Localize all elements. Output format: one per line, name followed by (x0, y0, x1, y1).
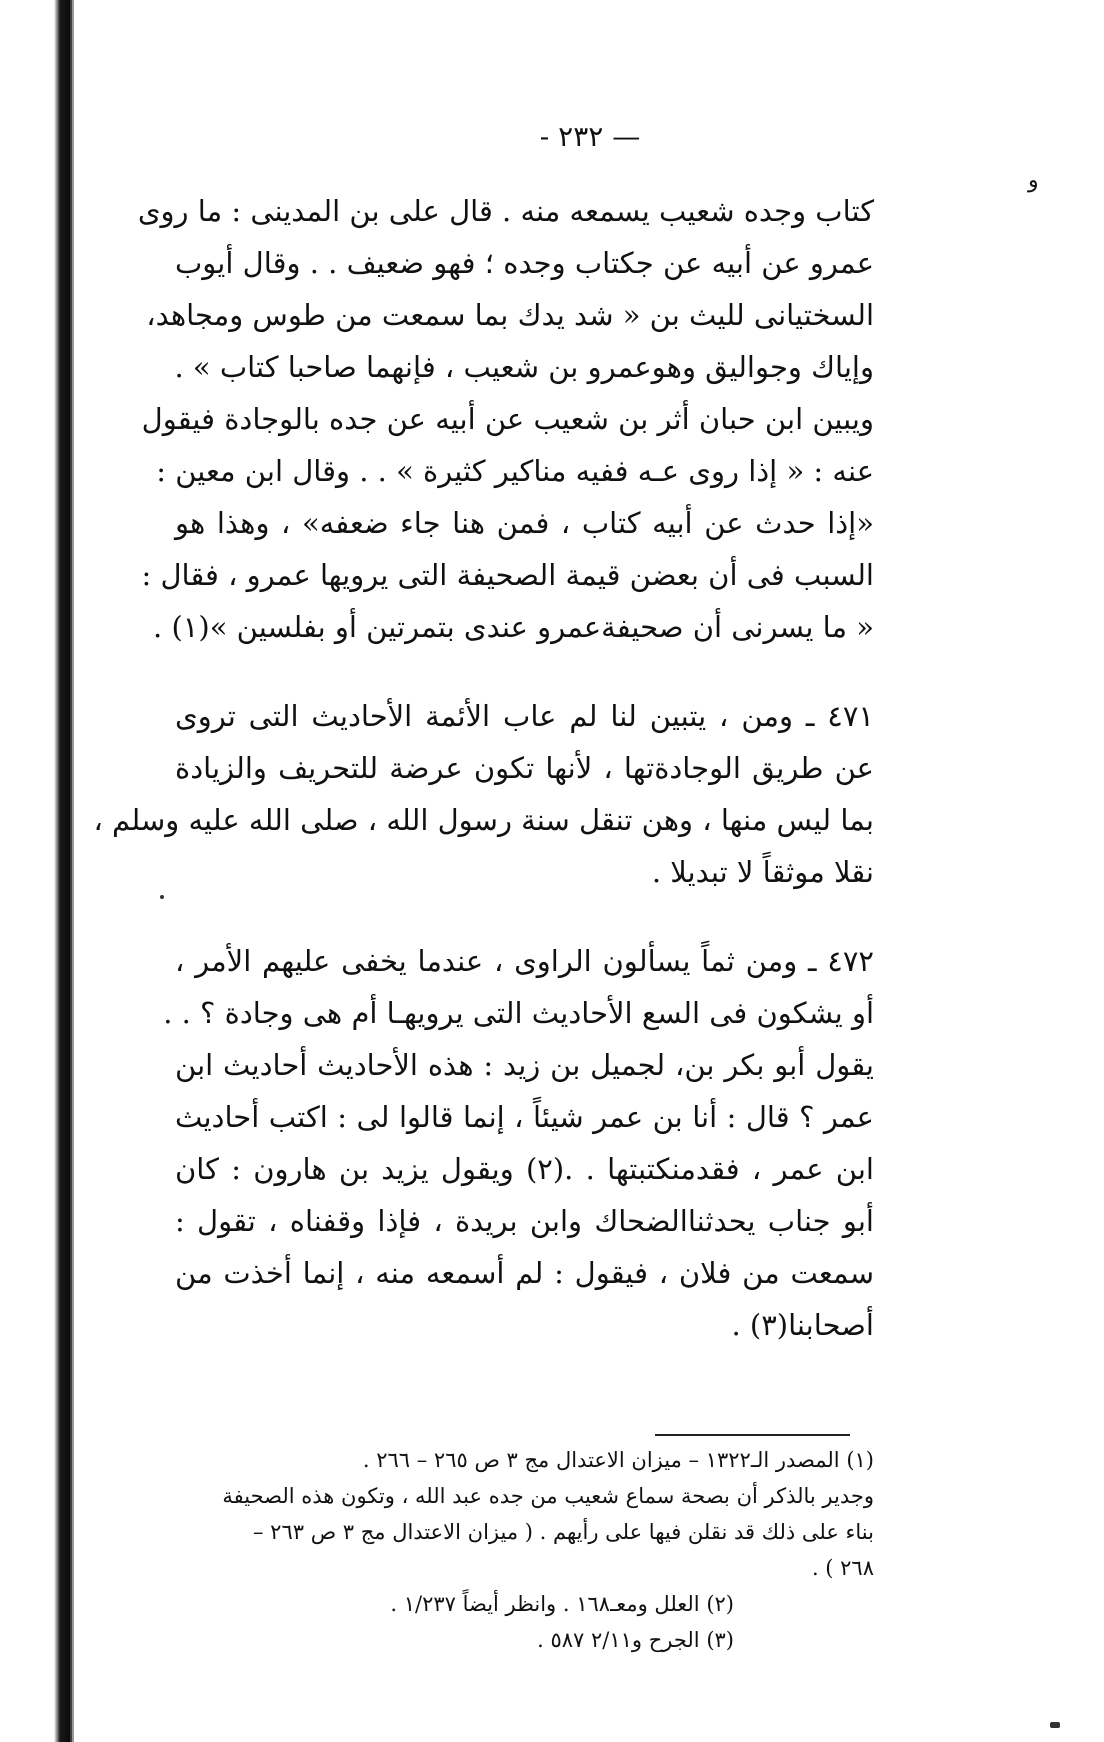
text-line: وإياك وجواليق وهوعمرو بن شعيب ، فإنهما صاحبا كتاب » . (174, 350, 874, 384)
book-spine-shadow (0, 0, 72, 1742)
text-line: «إذا حدث عن أبيه كتاب ، فمن هنا جاء ضعفه» ، وهذا هو (175, 506, 874, 540)
book-spine-edge (70, 0, 74, 1742)
footnote-2: (٢) العلل ومعـ١٦٨ . وانظر أيضاً ١/٢٣٧ . (390, 1592, 734, 1616)
text-line: ٤٧١ ـ ومن ، يتبين لنا لم عاب الأئمة الأحاديث التى تروى (175, 699, 874, 733)
paragraph-472 (163, 935, 874, 1351)
text-line: بما ليس منها ، وهن تنقل سنة رسول الله ، صلى الله عليه وسلم ، (93, 803, 874, 837)
footnote-1-continued: ٢٦٨ ) . (811, 1556, 874, 1580)
paragraph-1 (137, 185, 874, 653)
text-line: « ما يسرنى أن صحيفةعمرو عندى بتمرتين أو بفلسين »(١) . (153, 610, 874, 644)
text-line: عمرو عن أبيه عن جكتاب وجده ؛ فهو ضعيف . . وقال أيوب (175, 246, 874, 280)
footnote-1-continued: وجدير بالذكر أن بصحة سماع شعيب من جده عبد الله ، وتكون هذه الصحيفة (222, 1484, 874, 1508)
paragraph-471 (93, 690, 874, 898)
text-line: ويبين ابن حبان أثر بن شعيب عن أبيه عن جده بالوجادة فيقول (141, 402, 874, 436)
footnote-1: (١) المصدر الـ١٣٢٢ – ميزان الاعتدال مج ٣ ص ٢٦٥ – ٢٦٦ . (362, 1448, 874, 1472)
text-line: عن طريق الوجادةتها ، لأنها تكون عرضة للتحريف والزيادة (175, 751, 874, 785)
text-line: السبب فى أن بعضن قيمة الصحيفة التى يرويها عمرو ، فقال : (141, 558, 874, 592)
text-line: أو يشكون فى السع الأحاديث التى يرويهـا أم هى وجادة ؟ . . (163, 996, 874, 1030)
text-line: أبو جناب يحدثناالضحاك وابن بريدة ، فإذا وقفناه ، تقول : (175, 1204, 874, 1238)
footnotes (150, 1442, 874, 1658)
margin-mark: و (1028, 168, 1039, 193)
text-line: ابن عمر ، فقدمنكتبتها . .(٢) ويقول يزيد بن هارون : كان (175, 1152, 874, 1186)
text-line: كتاب وجده شعيب يسمعه منه . قال على بن المدينى : ما روى (137, 194, 874, 228)
footnote-3: (٣) الجرح و٢/١١ ٥٨٧ . (537, 1628, 734, 1652)
scan-speck (160, 895, 164, 899)
text-line: ٤٧٢ ـ ومن ثماً يسألون الراوى ، عندما يخفى عليهم الأمر ، (175, 944, 874, 978)
text-line: أصحابنا(٣) . (731, 1308, 874, 1342)
text-line: سمعت من فلان ، فيقول : لم أسمعه منه ، إنما أخذت من (175, 1256, 874, 1290)
footnote-divider (655, 1434, 850, 1436)
text-line: عنه : « إذا روى عـه ففيه مناكير كثيرة » . . وقال ابن معين : (156, 454, 874, 488)
text-line: نقلا موثقاً لا تبديلا . (651, 855, 874, 889)
text-line: السختيانى لليث بن « شد يدك بما سمعت من طوس ومجاهد، (146, 298, 874, 332)
footnote-1-continued: بناء على ذلك قد نقلن فيها على رأيهم . ( ميزان الاعتدال مج ٣ ص ٢٦٣ – (252, 1520, 874, 1544)
text-line: يقول أبو بكر بن، لجميل بن زيد : هذه الأحاديث أحاديث ابن (175, 1048, 874, 1082)
page-number: — ٢٣٢ - (539, 120, 641, 153)
scan-speck (1050, 1722, 1060, 1728)
text-line: عمر ؟ قال : أنا بن عمر شيئاً ، إنما قالوا لى : اكتب أحاديث (175, 1100, 874, 1134)
